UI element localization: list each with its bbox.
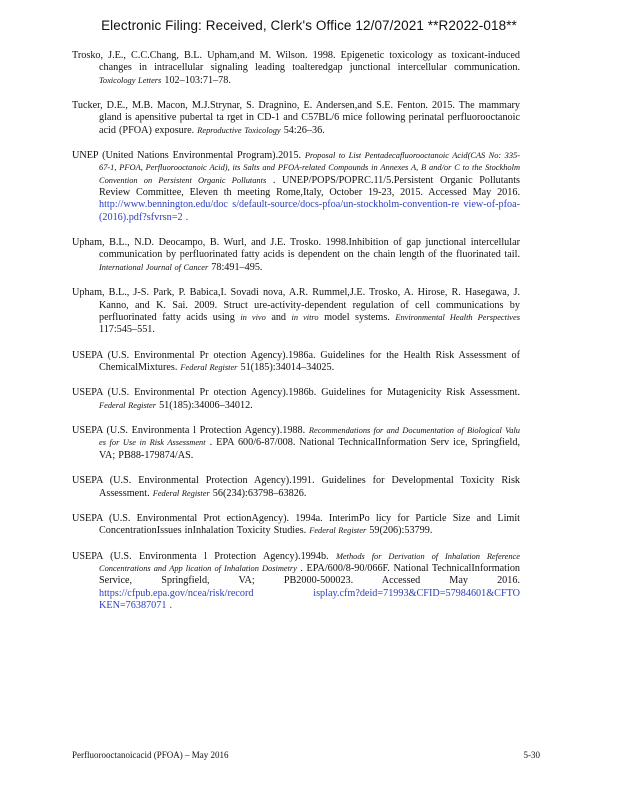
reference-list [72, 50, 520, 625]
reference-journal: International Journal of Cancer [99, 262, 209, 272]
reference-journal: Environmental Health Perspectives [395, 312, 520, 322]
reference-citation: 78:491–495. [208, 261, 263, 273]
reference-text: USEPA (U.S. Environmenta l Protection Agency).1988. [72, 425, 309, 437]
reference-journal: Federal Register [309, 526, 367, 536]
reference-entry [72, 237, 520, 274]
reference-citation: 54:26–36. [280, 124, 325, 136]
reference-text: model systems. [318, 311, 396, 323]
reference-entry [72, 387, 520, 412]
reference-text: Upham, B.L., N.D. Deocampo, B. Wurl, and J.E. Trosko. 1998.Inhibition of gap junctional intercellular communication by perfluorinated fatty acids is dependent on the chain length of the fluorinated tail. [72, 237, 520, 261]
reference-entry [72, 350, 520, 375]
reference-text: Trosko, J.E., C.C.Chang, B.L. Upham,and M. Wilson. 1998. Epigenetic toxicology as toxicant-induced changes in intracellular signaling leading toalteredgap junctional intercellular communication. [72, 50, 520, 74]
reference-entry [72, 513, 520, 538]
reference-citation: 117:545–551. [99, 324, 155, 336]
reference-journal: Toxicology Letters [99, 75, 162, 85]
filing-stamp-header: Electronic Filing: Received, Clerk's Office 12/07/2021 **R2022-018** [101, 18, 517, 33]
reference-text: USEPA (U.S. Environmental Pr otection Agency).1986a. Guidelines for the Health Risk Assessment of ChemicalMixtures. [72, 349, 520, 373]
reference-citation: . EPA/600/8-90/066F. National TechnicalInformation Service, Springfield, VA; PB2000-500023. Accessed May 2016. [99, 563, 521, 587]
reference-entry [72, 551, 520, 612]
reference-entry [72, 425, 520, 462]
reference-citation: 56(234):63798–63826. [209, 487, 307, 499]
reference-citation: . UNEP/POPS/POPRC.11/5.Persistent Organic Pollutants Review Committee, Eleven th meeting Rome,Italy, October 19-23, 2015. Accessed May 2016. [99, 174, 520, 199]
reference-entry [72, 150, 520, 224]
reference-text: UNEP (United Nations Environmental Program).2015. [72, 150, 305, 162]
reference-entry [72, 287, 520, 336]
reference-journal: Federal Register [152, 488, 210, 498]
reference-term: in vitro [291, 312, 319, 322]
reference-entry [72, 475, 520, 500]
footer-document-title: Perfluorooctanoicacid (PFOA) – May 2016 [72, 750, 229, 760]
reference-text: USEPA (U.S. Environmental Prot ectionAgency). 1994a. InterimPo licy for Particle Size and Limit ConcentrationIssues inInhalation Toxicity Studies. [72, 513, 520, 537]
reference-text: and [265, 311, 292, 323]
reference-citation: 51(185):34006–34012. [156, 399, 253, 411]
reference-title: Methods for Derivation of Inhalation Reference Concentrations and App lication of Inhalation Dosimetry [99, 551, 520, 574]
reference-journal: Federal Register [99, 400, 157, 410]
reference-citation: 51(185):34014–34025. [237, 361, 335, 373]
reference-entry [72, 100, 520, 137]
reference-journal: Federal Register [180, 362, 238, 372]
reference-citation: 59(206):53799. [366, 525, 433, 537]
reference-term: in vivo [240, 312, 266, 322]
reference-journal: Reproductive Toxicology [197, 125, 281, 135]
reference-url-link[interactable]: https://cfpub.epa.gov/ncea/risk/record isplay.cfm?deid=71993&CFID=57984601&CFTO KEN=76387071 . [99, 587, 520, 611]
reference-citation: 102–103:71–78. [161, 74, 231, 86]
reference-text: Tucker, D.E., M.B. Macon, M.J.Strynar, S. Dragnino, E. Andersen,and S.E. Fenton. 2015. The mammary gland is apensitive pubertal ta rget in CD-1 and C57BL/6 mice following perinatal perfluorooctanoic acid (PFOA) exposure. [72, 100, 520, 136]
reference-text: USEPA (U.S. Environmental Protection Agency).1991. Guidelines for Developmental Toxicity Risk Assessment. [72, 475, 520, 499]
reference-citation: . EPA 600/6-87/008. National TechnicalInformation Serv ice, Springfield, VA; PB88-179874/AS. [99, 437, 520, 461]
page-number: 5-30 [523, 750, 540, 760]
page-footer [72, 750, 540, 760]
reference-text: USEPA (U.S. Environmental Pr otection Agency).1986b. Guidelines for Mutagenicity Risk Assessment. [72, 387, 520, 399]
reference-text: USEPA (U.S. Environmenta l Protection Agency).1994b. [72, 550, 336, 562]
reference-title: Proposal to List Pentadecafluorooctanoic Acid(CAS No: 335-67-1, PFOA, Perfluorooctanoic Acid), its Salts and PFOA-related Compounds in Annexes A, B and/or C to the Stockholm Convention on Persistent Organic Pollutants [99, 151, 520, 185]
reference-entry [72, 50, 520, 87]
reference-url-link[interactable]: http://www.bennington.edu/doc s/default-source/docs-pfoa/un-stockholm-convention-re view-of-pfoa-(2016).pdf?sfvrsn=2 . [99, 199, 520, 223]
reference-title: Recommendations for and Documentation of Biological Valu es for Use in Risk Assessment [99, 426, 520, 448]
reference-text: Upham, B.L., J-S. Park, P. Babica,I. Sovadi nova, A.R. Rummel,J.E. Trosko, A. Hirose, R. Hasegawa, J. Kanno, and K. Sai. 2009. Struct ure-activity-dependent regulation of cell communications by perfluorinated fatty acids using [72, 287, 520, 323]
